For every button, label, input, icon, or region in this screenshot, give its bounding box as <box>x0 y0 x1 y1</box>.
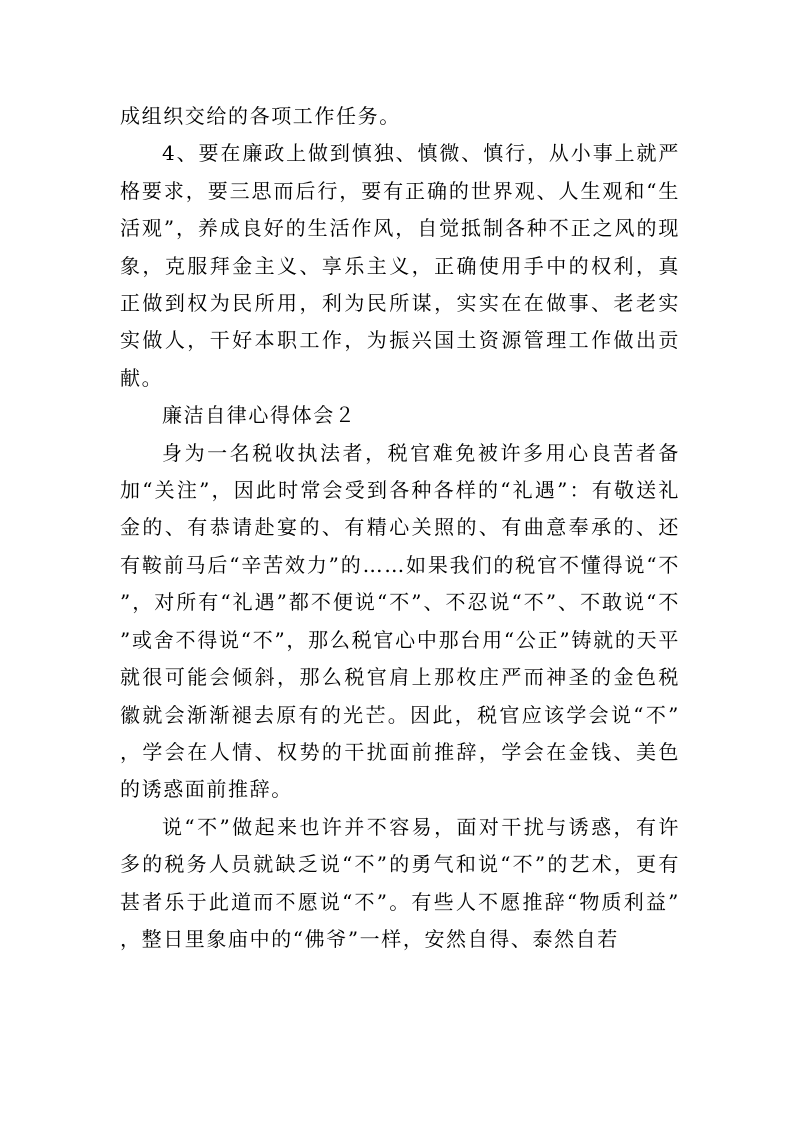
document-body <box>120 98 680 958</box>
paragraph-3: 身为一名税收执法者，税官难免被许多用心良苦者备加“关注”，因此时常会受到各种各样的“礼遇”：有敬送礼金的、有恭请赴宴的、有精心关照的、有曲意奉承的、还有鞍前马后“辛苦效力”的……如果我们的税官不懂得说“不”，对所有“礼遇”都不便说“不”、不忍说“不”、不敢说“不”或舍不得说“不”，那么税官心中那台用“公正”铸就的天平就很可能会倾斜，那么税官肩上那枚庄严而神圣的金色税徽就会渐渐褪去原有的光芒。因此，税官应该学会说“不”，学会在人情、权势的干扰面前推辞，学会在金钱、美色的诱惑面前推辞。 <box>120 440 680 802</box>
section-heading: 廉洁自律心得体会２ <box>162 403 357 428</box>
paragraph-1: 成组织交给的各项工作任务。 <box>120 104 401 128</box>
paragraph-2: 4、要在廉政上做到慎独、慎微、慎行，从小事上就严格要求，要三思而后行，要有正确的世界观、人生观和“生活观”，养成良好的生活作风，自觉抵制各种不正之风的现象，克服拜金主义、享乐主义，正确使用手中的权利，真正做到权为民所用，利为民所谋，实实在在做事、老老实实做人，干好本职工作，为振兴国土资源管理工作做出贡献。 <box>120 141 680 390</box>
paragraph-4: 说“不”做起来也许并不容易，面对干扰与诱惑，有许多的税务人员就缺乏说“不”的勇气和说“不”的艺术，更有甚者乐于此道而不愿说“不”。有些人不愿推辞“物质利益”，整日里象庙中的“佛爷”一样，安然自得、泰然自若 <box>120 814 680 951</box>
